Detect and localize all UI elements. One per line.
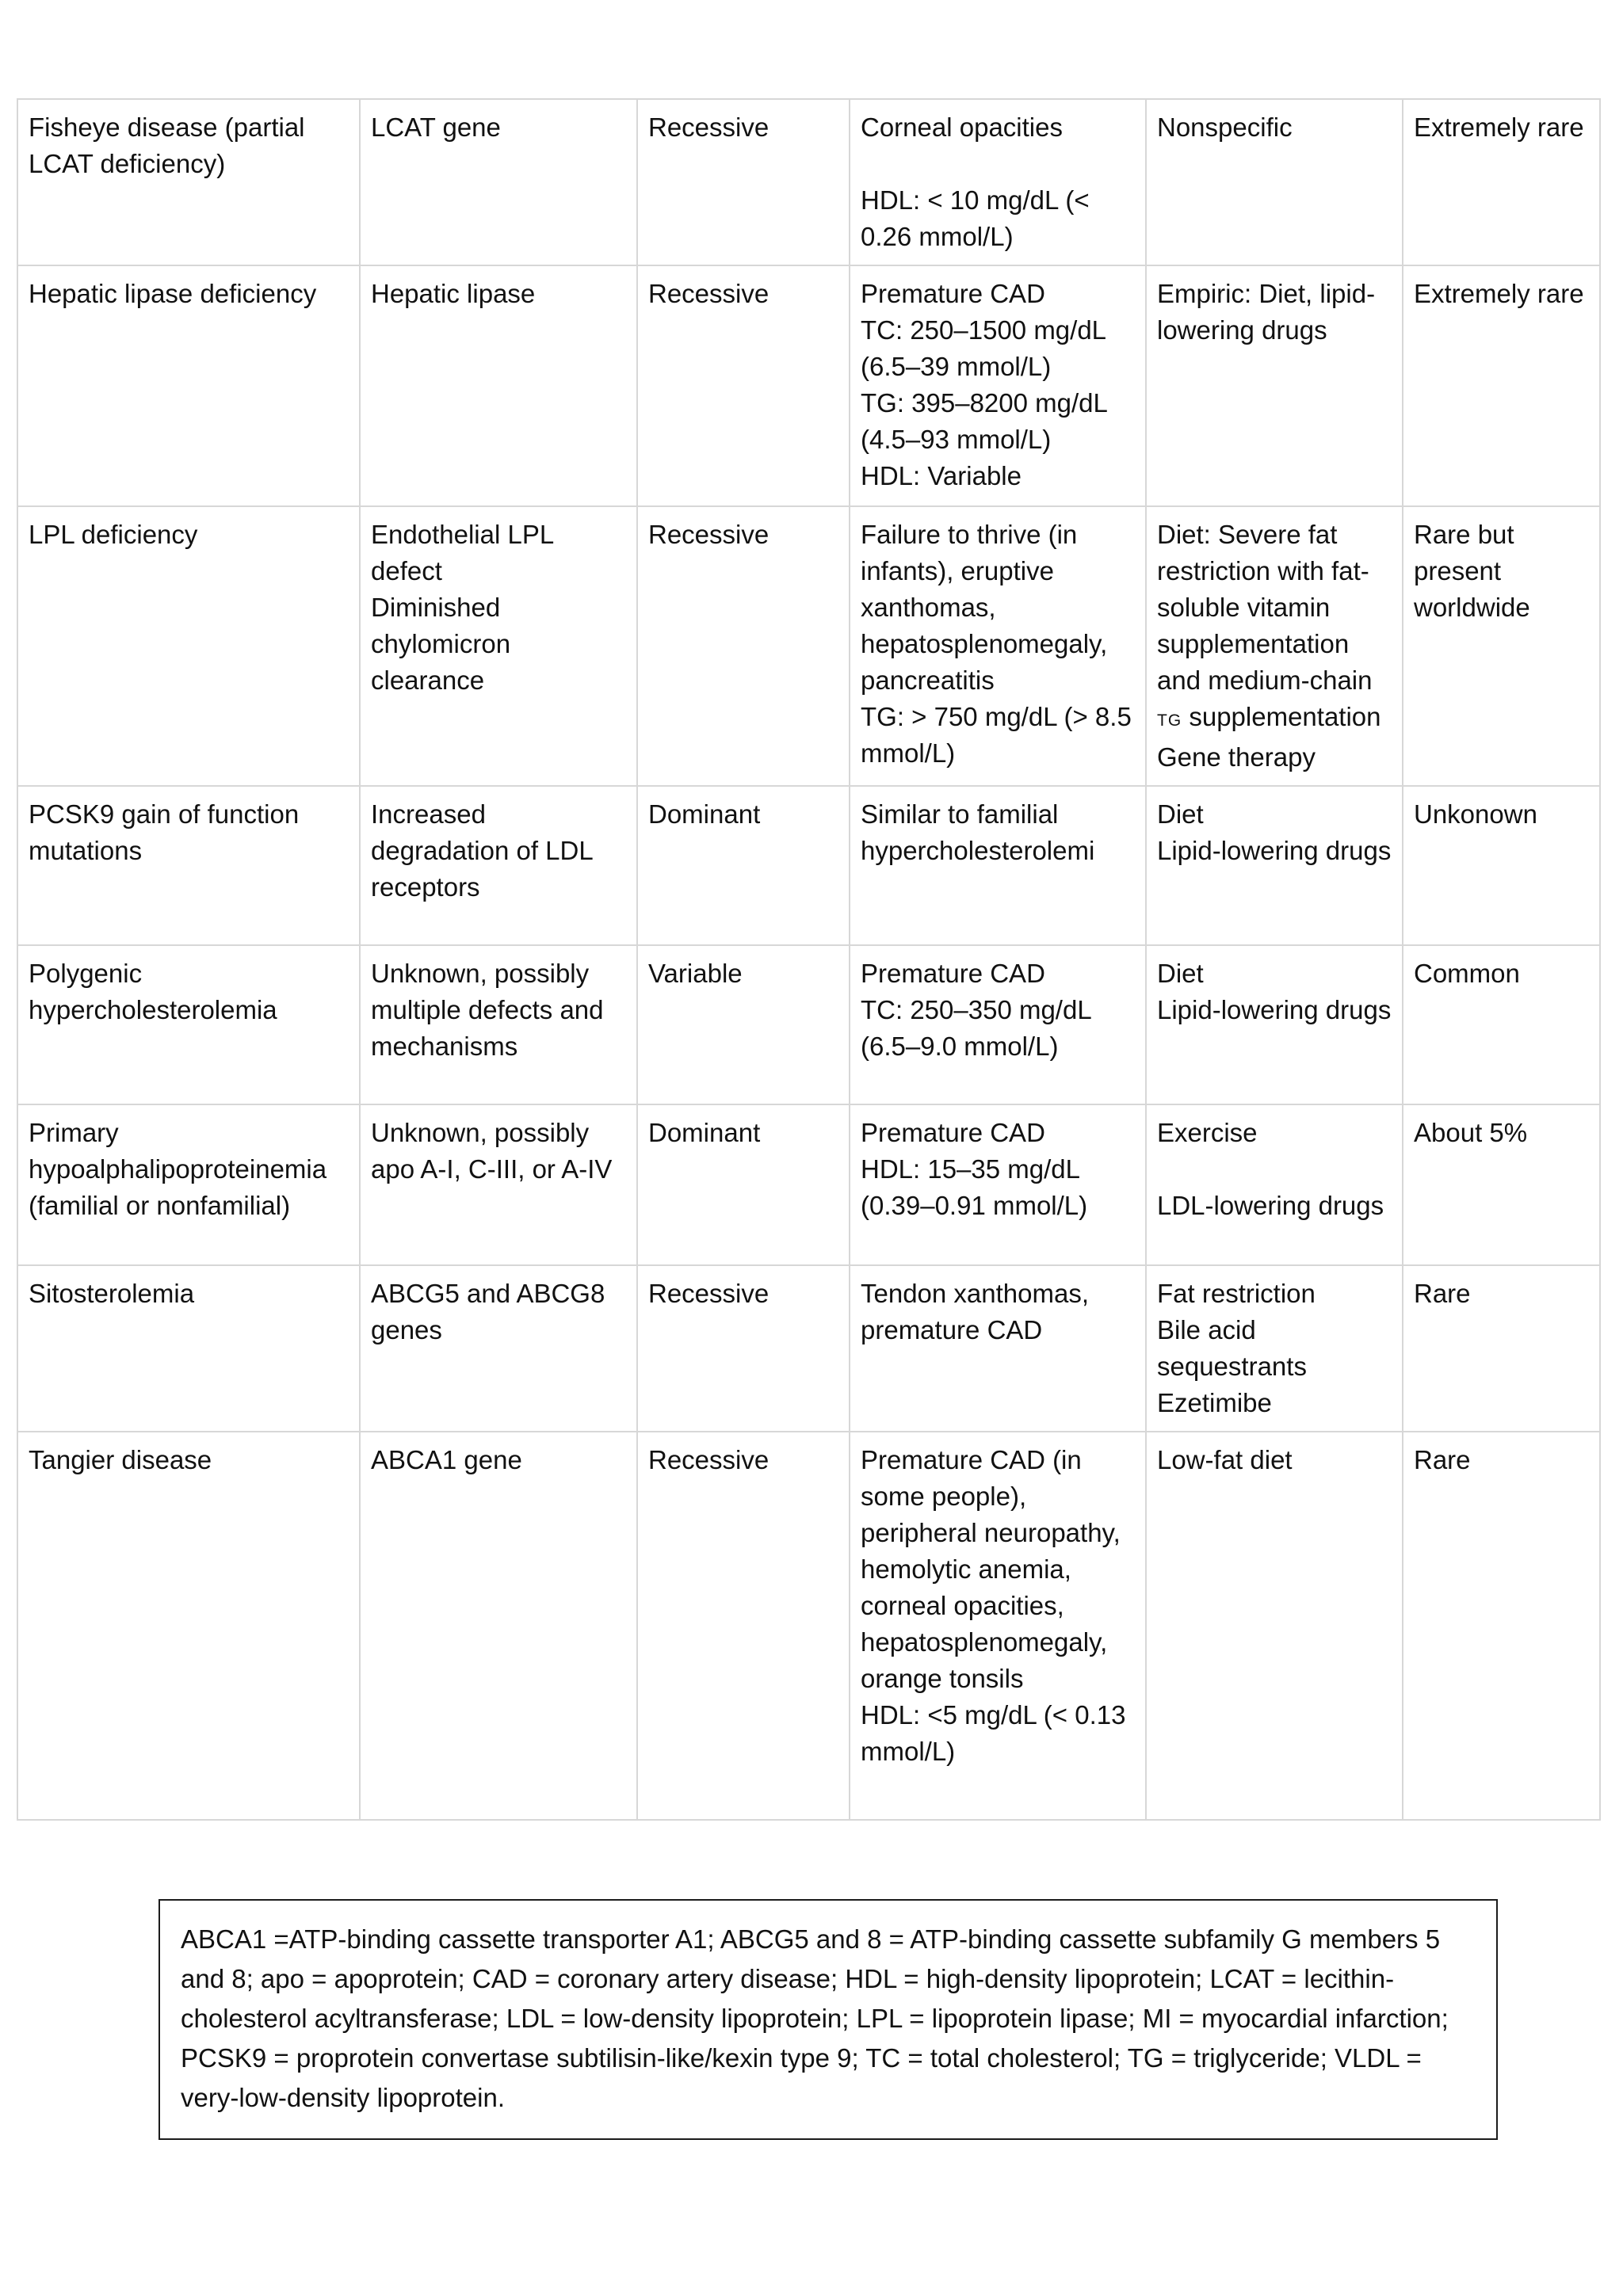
table-row <box>17 1104 1600 1265</box>
disorder-cell <box>17 99 360 265</box>
lipid-disorders-table <box>17 98 1601 1821</box>
cell-line: HDL: 15–35 mg/dL (0.39–0.91 mmol/L) <box>861 1154 1088 1220</box>
defect-cell <box>360 506 637 786</box>
treatment-cell <box>1146 506 1403 786</box>
cell-line: Recessive <box>648 520 769 549</box>
cell-line: Hepatic lipase <box>371 279 536 308</box>
defect-cell <box>360 99 637 265</box>
findings-cell <box>850 265 1146 506</box>
cell-line: Ezetimibe <box>1157 1388 1272 1417</box>
findings-cell <box>850 1104 1146 1265</box>
table-row <box>17 1265 1600 1432</box>
cell-line: Recessive <box>648 113 769 142</box>
prevalence-cell <box>1403 945 1600 1104</box>
findings-cell <box>850 1432 1146 1820</box>
cell-line: Dominant <box>648 1118 761 1147</box>
findings-cell <box>850 506 1146 786</box>
cell-line: Corneal opacities <box>861 113 1063 142</box>
cell-line: Fat restriction <box>1157 1279 1316 1308</box>
cell-line: Low-fat diet <box>1157 1445 1293 1474</box>
cell-line: Premature CAD <box>861 1118 1045 1147</box>
inheritance-cell <box>637 265 850 506</box>
cell-line: Sitosterolemia <box>29 1279 195 1308</box>
inheritance-cell <box>637 1104 850 1265</box>
cell-line: Nonspecific <box>1157 113 1293 142</box>
cell-line: ABCA1 gene <box>371 1445 522 1474</box>
prevalence-cell <box>1403 1265 1600 1432</box>
cell-line: Gene therapy <box>1157 742 1316 772</box>
cell-line: Recessive <box>648 1279 769 1308</box>
cell-line: LPL deficiency <box>29 520 198 549</box>
disorder-cell <box>17 1432 360 1820</box>
cell-line: LDL-lowering drugs <box>1157 1191 1384 1220</box>
cell-line: Failure to thrive (in infants), eruptive xanthomas, hepatosplenomegaly, pancreatitis <box>861 520 1108 695</box>
disorder-cell <box>17 265 360 506</box>
prevalence-cell <box>1403 506 1600 786</box>
prevalence-cell <box>1403 1104 1600 1265</box>
cell-line: Unknown, possibly multiple defects and mechanisms <box>371 959 604 1061</box>
inheritance-cell <box>637 786 850 945</box>
cell-line: Hepatic lipase deficiency <box>29 279 317 308</box>
cell-line: ABCG5 and ABCG8 genes <box>371 1279 605 1344</box>
cell-line: Dominant <box>648 799 761 829</box>
treatment-cell <box>1146 786 1403 945</box>
treatment-cell <box>1146 1265 1403 1432</box>
disorder-cell <box>17 1104 360 1265</box>
cell-line <box>1157 699 1394 739</box>
cell-line: Diminished chylomicron clearance <box>371 593 511 695</box>
disorder-cell <box>17 506 360 786</box>
cell-line: Lipid-lowering drugs <box>1157 995 1392 1024</box>
cell-line: Extremely rare <box>1414 113 1584 142</box>
cell-line: Diet <box>1157 799 1204 829</box>
treatment-cell <box>1146 945 1403 1104</box>
cell-line: Primary hypoalphalipoproteinemia (familial or nonfamilial) <box>29 1118 327 1220</box>
cell-line: HDL: < 10 mg/dL (< 0.26 mmol/L) <box>861 185 1090 251</box>
table-row <box>17 786 1600 945</box>
cell-line: Rare <box>1414 1279 1471 1308</box>
cell-line: TG: 395–8200 mg/dL (4.5–93 mmol/L) <box>861 388 1107 454</box>
cell-line: Recessive <box>648 1445 769 1474</box>
cell-line: Extremely rare <box>1414 279 1584 308</box>
prevalence-cell <box>1403 265 1600 506</box>
cell-line: TG: > 750 mg/dL (> 8.5 mmol/L) <box>861 702 1132 768</box>
cell-line: Similar to familial hypercholesterolemi <box>861 799 1095 865</box>
cell-line: Bile acid sequestrants <box>1157 1315 1307 1381</box>
cell-line: HDL: Variable <box>861 461 1022 490</box>
cell-line: Polygenic hypercholesterolemia <box>29 959 277 1024</box>
cell-line: Fisheye disease (partial LCAT deficiency) <box>29 113 305 178</box>
inheritance-cell <box>637 1432 850 1820</box>
cell-line: Common <box>1414 959 1520 988</box>
treatment-cell <box>1146 1432 1403 1820</box>
cell-line: PCSK9 gain of function mutations <box>29 799 300 865</box>
prevalence-cell <box>1403 99 1600 265</box>
table-row <box>17 506 1600 786</box>
inheritance-cell <box>637 945 850 1104</box>
cell-line: Exercise <box>1157 1118 1258 1147</box>
cell-line: About 5% <box>1414 1118 1528 1147</box>
abbreviations-footnote <box>158 1899 1498 2140</box>
cell-line: Rare <box>1414 1445 1471 1474</box>
cell-line: Empiric: Diet, lipid-lowering drugs <box>1157 279 1376 345</box>
cell-line: Increased degradation of LDL receptors <box>371 799 593 902</box>
cell-line: Premature CAD (in some people), peripheral neuropathy, hemolytic anemia, corneal opacities, hepatosplenomegaly, orange tonsils <box>861 1445 1121 1693</box>
cell-line: Lipid-lowering drugs <box>1157 836 1392 865</box>
treatment-cell <box>1146 265 1403 506</box>
disorder-cell <box>17 1265 360 1432</box>
findings-cell <box>850 786 1146 945</box>
cell-line: Tendon xanthomas, premature CAD <box>861 1279 1090 1344</box>
treatment-cell <box>1146 1104 1403 1265</box>
cell-line: Diet: Severe fat restriction with fat-soluble vitamin supplementation and medium-chain <box>1157 520 1373 695</box>
defect-cell <box>360 945 637 1104</box>
inheritance-cell <box>637 1265 850 1432</box>
cell-line: Premature CAD <box>861 279 1045 308</box>
cell-line: Premature CAD <box>861 959 1045 988</box>
defect-cell <box>360 786 637 945</box>
table-row <box>17 99 1600 265</box>
abbreviations-text: ABCA1 =ATP-binding cassette transporter A1; ABCG5 and 8 = ATP-binding cassette subfamily G members 5 and 8; apo = apoprotein; CAD = coronary artery disease; HDL = high-density lipoprotein; LCAT = lecithin-cholesterol acyltransferase; LDL = low-density lipoprotein; LPL = lipoprotein lipase; MI = myocardial infarction; PCSK9 = proprotein convertase subtilisin-like/kexin type 9; TC = total cholesterol; TG = triglyceride; VLDL = very-low-density lipoprotein. <box>181 1924 1449 2112</box>
cell-line: Unknown, possibly apo A-I, C-III, or A-IV <box>371 1118 613 1184</box>
cell-line: Endothelial LPL defect <box>371 520 553 585</box>
defect-cell <box>360 1432 637 1820</box>
treatment-cell <box>1146 99 1403 265</box>
cell-line: Variable <box>648 959 743 988</box>
cell-line: Diet <box>1157 959 1204 988</box>
inheritance-cell <box>637 99 850 265</box>
prevalence-cell <box>1403 786 1600 945</box>
cell-line: Recessive <box>648 279 769 308</box>
cell-line: TC: 250–350 mg/dL (6.5–9.0 mmol/L) <box>861 995 1091 1061</box>
defect-cell <box>360 1104 637 1265</box>
prevalence-cell <box>1403 1432 1600 1820</box>
cell-line: Rare but present worldwide <box>1414 520 1530 622</box>
cell-line: Unkonown <box>1414 799 1537 829</box>
cell-line: Tangier disease <box>29 1445 212 1474</box>
defect-cell <box>360 1265 637 1432</box>
table-row <box>17 945 1600 1104</box>
cell-line-spacer <box>861 146 1136 182</box>
findings-cell <box>850 1265 1146 1432</box>
cell-text: supplementation <box>1182 702 1381 731</box>
table-row <box>17 1432 1600 1820</box>
table-row <box>17 265 1600 506</box>
cell-line: TC: 250–1500 mg/dL (6.5–39 mmol/L) <box>861 315 1106 381</box>
inheritance-cell <box>637 506 850 786</box>
findings-cell <box>850 99 1146 265</box>
defect-cell <box>360 265 637 506</box>
cell-line: HDL: <5 mg/dL (< 0.13 mmol/L) <box>861 1700 1126 1766</box>
small-caps-abbrev: TG <box>1157 711 1182 730</box>
disorder-cell <box>17 945 360 1104</box>
cell-line: LCAT gene <box>371 113 501 142</box>
disorder-cell <box>17 786 360 945</box>
cell-line-spacer <box>1157 1151 1394 1188</box>
findings-cell <box>850 945 1146 1104</box>
